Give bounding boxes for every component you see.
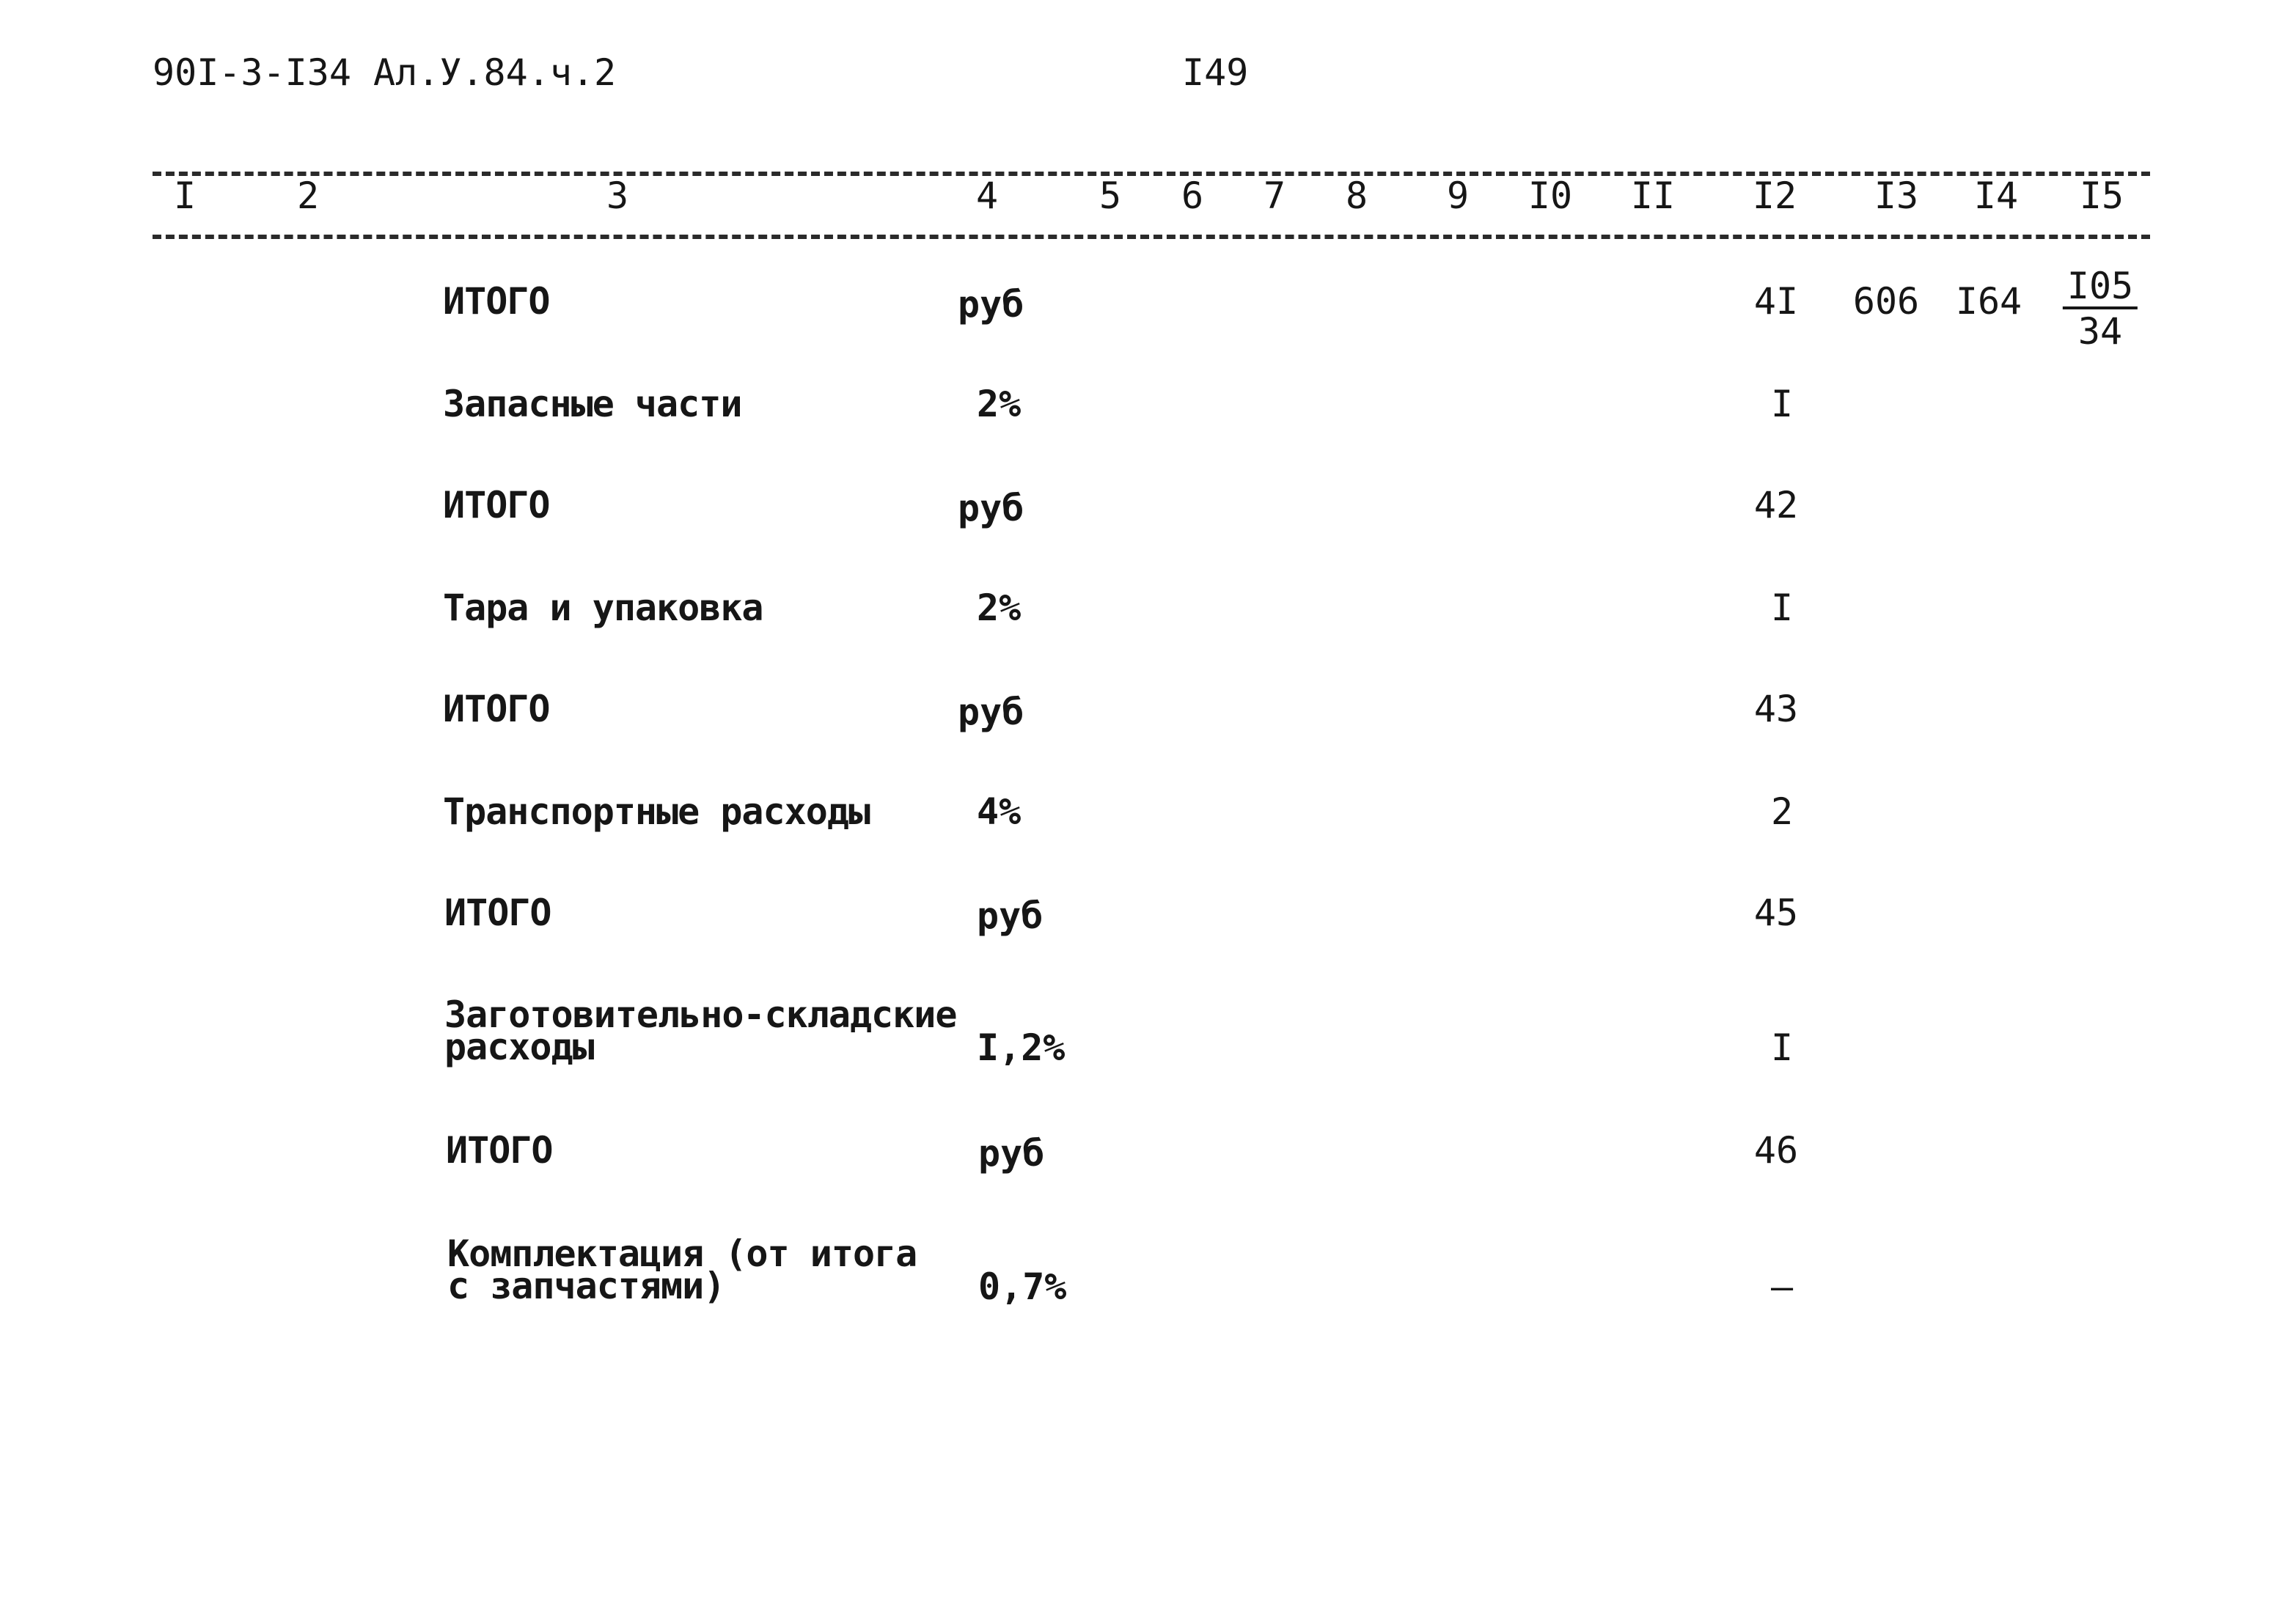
row-col12-value: 45 — [1753, 892, 1799, 934]
row-label: ИТОГО — [443, 280, 550, 323]
column-number-1: I — [173, 174, 197, 217]
fraction-denominator: 34 — [2077, 310, 2123, 353]
row-label-line: с запчастями) — [447, 1265, 725, 1307]
column-number-2: 2 — [296, 174, 320, 217]
column-number-6: 6 — [1181, 174, 1204, 217]
column-number-14: I4 — [1973, 174, 2019, 217]
column-number-3: 3 — [606, 174, 629, 217]
page-number: I49 — [1182, 51, 1249, 94]
row-label: ИТОГО — [443, 484, 550, 526]
row-unit: I,2% — [977, 1026, 1066, 1069]
column-number-9: 9 — [1446, 174, 1470, 217]
row-col12-value: I — [1770, 383, 1794, 425]
header-rule-bottom — [153, 235, 2150, 239]
row-col12-value: – — [1770, 1265, 1794, 1308]
row-unit: руб — [958, 283, 1024, 326]
column-number-4: 4 — [975, 174, 999, 217]
row-label: ИТОГО — [446, 1129, 553, 1172]
column-number-15: I5 — [2079, 174, 2124, 217]
row-col14-value: I64 — [1955, 280, 2022, 323]
row-label: ИТОГО — [443, 688, 550, 730]
row-col12-value: 43 — [1753, 688, 1799, 730]
row-unit: 0,7% — [978, 1265, 1067, 1308]
row-unit: 4% — [977, 790, 1022, 833]
row-col12-value: 46 — [1753, 1129, 1799, 1172]
column-number-10: I0 — [1527, 174, 1573, 217]
row-col12-value: 2 — [1770, 790, 1794, 833]
document-code: 90I-3-I34 Ал.У.84.ч.2 — [153, 51, 617, 94]
row-label-multiline — [444, 993, 957, 1068]
column-number-13: I3 — [1874, 174, 1919, 217]
row-unit: 2% — [977, 383, 1022, 425]
row-col12-value: I — [1770, 1026, 1794, 1069]
row-col13-value: 606 — [1852, 280, 1920, 323]
row-unit: руб — [977, 894, 1044, 937]
column-number-11: II — [1630, 174, 1676, 217]
row-label-line: расходы — [444, 1026, 594, 1068]
row-unit: руб — [958, 691, 1024, 733]
row-unit: 2% — [977, 587, 1022, 629]
row-label-line: Заготовительно-складские — [444, 993, 957, 1036]
row-col15-fraction — [2063, 265, 2138, 353]
row-label: ИТОГО — [444, 892, 551, 934]
row-label: Запасные части — [443, 383, 742, 425]
row-unit: руб — [958, 487, 1024, 529]
column-number-12: I2 — [1752, 174, 1797, 217]
row-col12-value: 42 — [1753, 484, 1799, 526]
fraction-numerator: I05 — [2063, 265, 2138, 309]
row-label: Тара и упаковка — [443, 587, 763, 629]
row-col12-value: I — [1770, 587, 1794, 629]
header-rule-top — [153, 172, 2150, 176]
row-label-line: Комплектация (от итога — [447, 1232, 917, 1275]
column-number-7: 7 — [1263, 174, 1286, 217]
column-number-8: 8 — [1345, 174, 1368, 217]
row-unit: руб — [978, 1132, 1045, 1175]
row-label: Транспортные расходы — [443, 790, 870, 833]
row-label-multiline — [447, 1232, 917, 1307]
row-col12-value: 4I — [1753, 280, 1799, 323]
column-number-5: 5 — [1099, 174, 1122, 217]
